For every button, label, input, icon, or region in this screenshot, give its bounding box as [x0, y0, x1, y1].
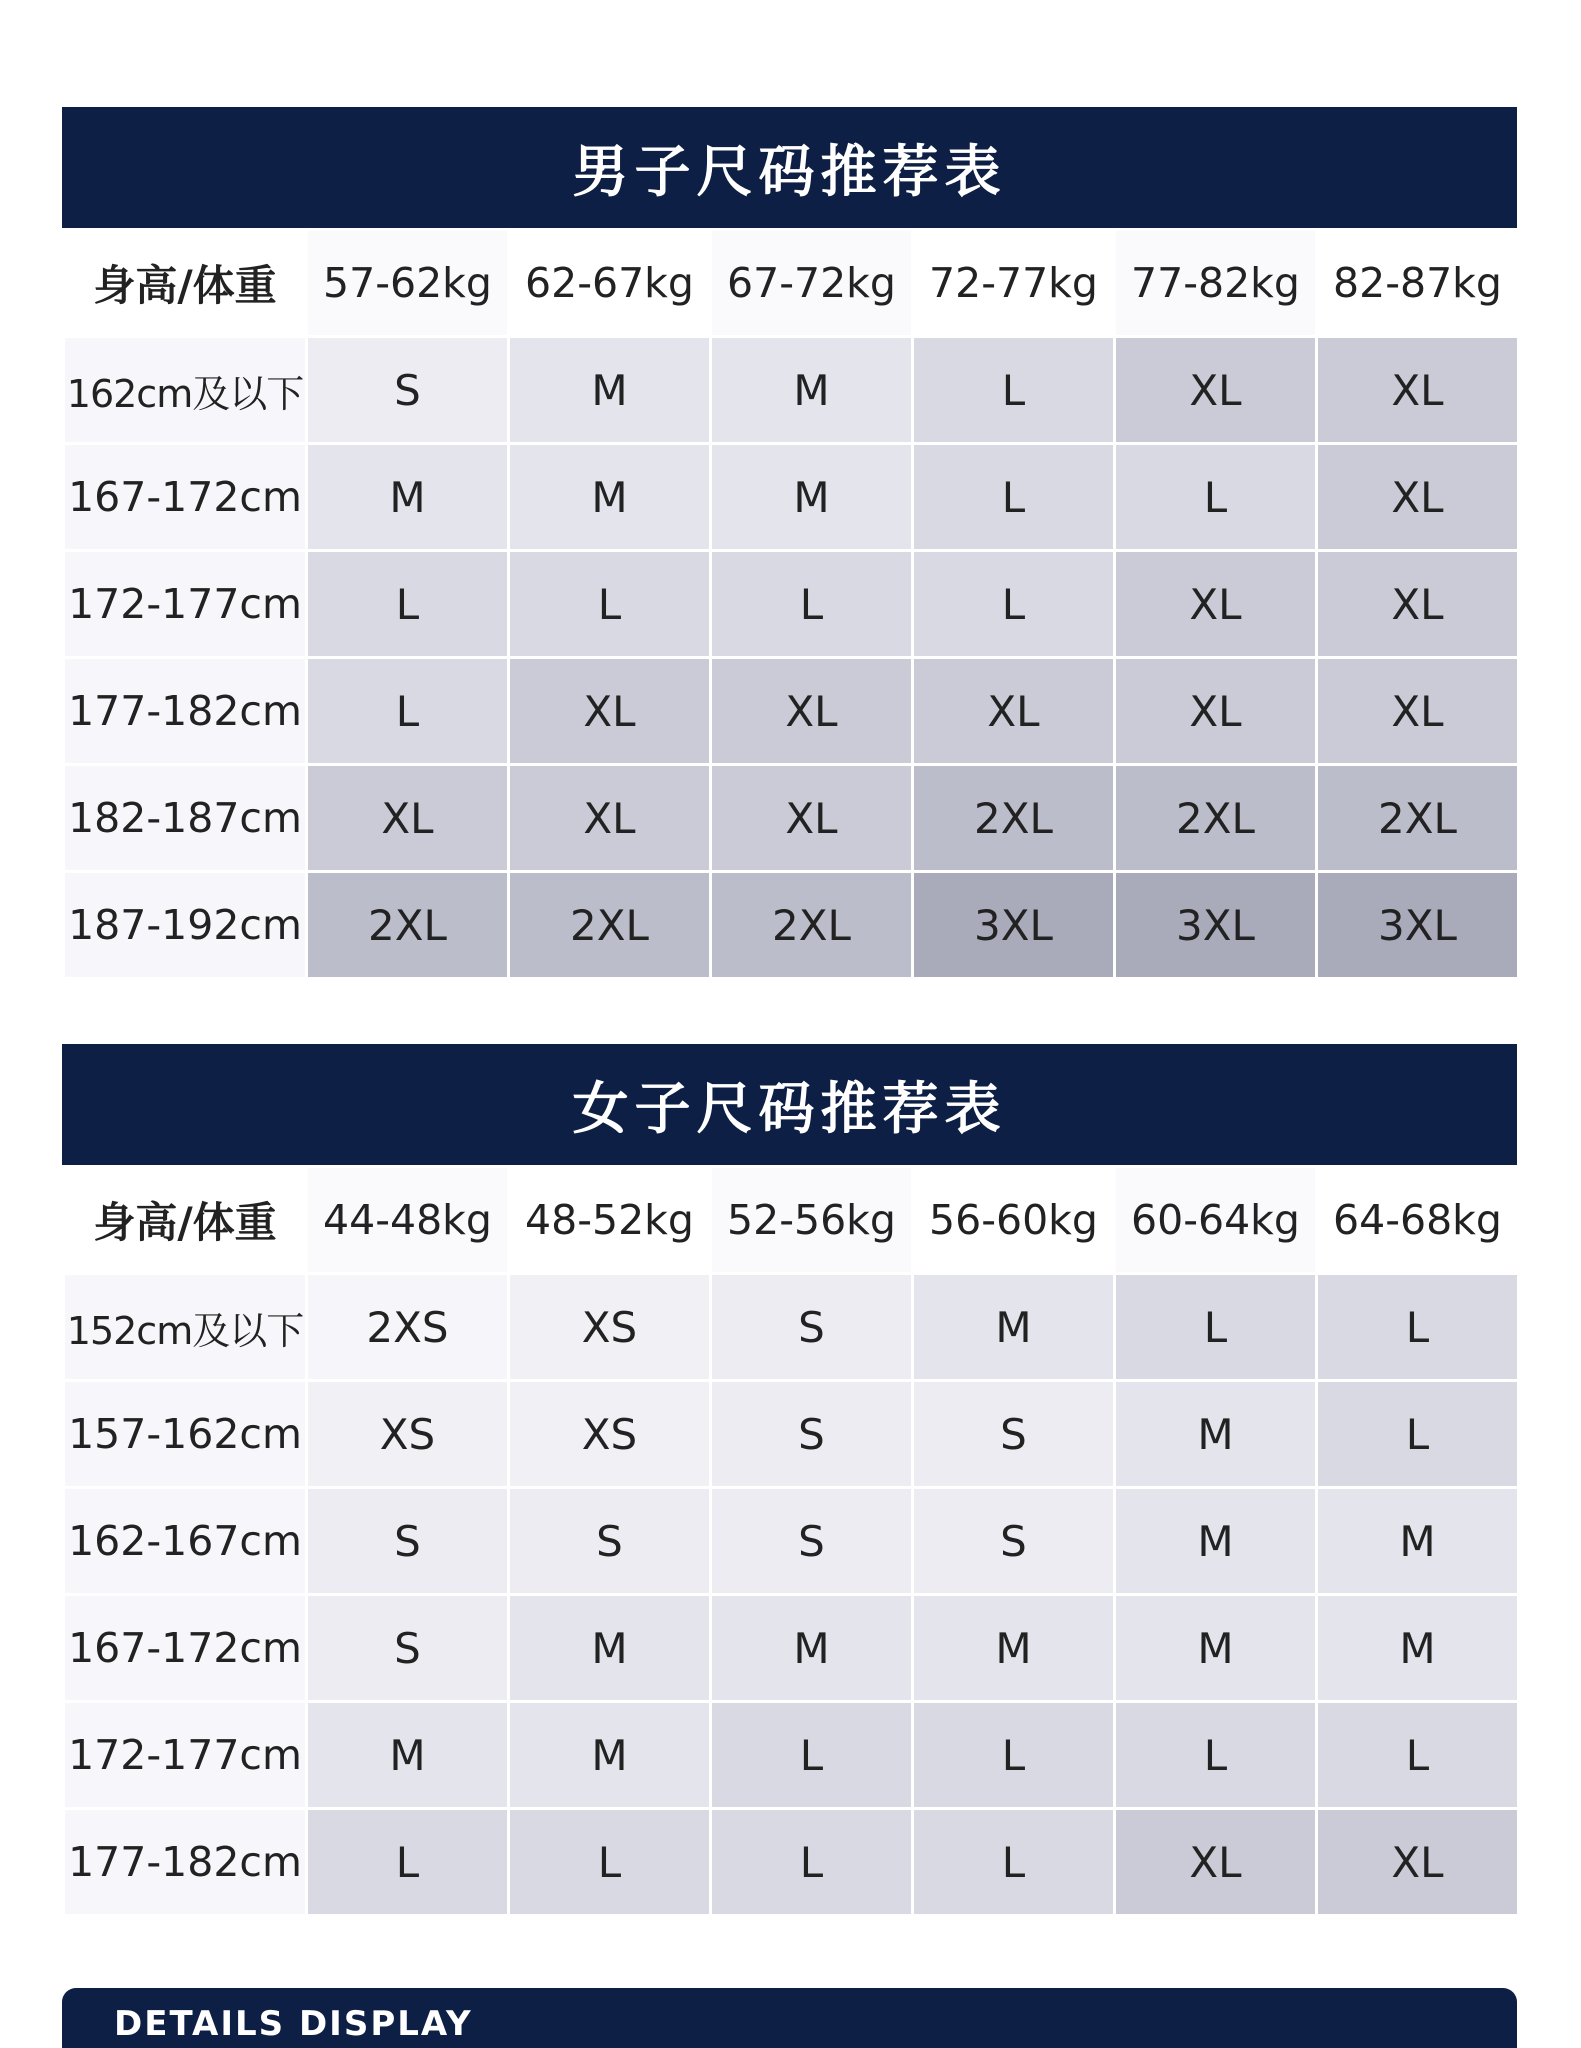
size-cell: S: [509, 1488, 711, 1595]
men-weight-header: 62-67kg: [509, 230, 711, 337]
table-row: [64, 1702, 1519, 1809]
table-row: [64, 551, 1519, 658]
table-row: [64, 872, 1519, 979]
size-cell: L: [1317, 1274, 1519, 1381]
size-cell: M: [1115, 1488, 1317, 1595]
size-cell: M: [1115, 1381, 1317, 1488]
size-cell: M: [509, 1595, 711, 1702]
size-cell: M: [913, 1274, 1115, 1381]
women-weight-header: 44-48kg: [307, 1167, 509, 1274]
table-row: [64, 1809, 1519, 1916]
size-cell: L: [307, 658, 509, 765]
size-cell: M: [711, 337, 913, 444]
size-cell: M: [711, 444, 913, 551]
table-row: [64, 444, 1519, 551]
size-cell: XL: [1317, 1809, 1519, 1916]
men-height-label: 162cm及以下: [64, 337, 307, 444]
size-cell: 2XL: [509, 872, 711, 979]
men-chart-title: 男子尺码推荐表: [62, 107, 1517, 228]
men-weight-header: 72-77kg: [913, 230, 1115, 337]
table-row: [64, 765, 1519, 872]
size-cell: 3XL: [1115, 872, 1317, 979]
women-weight-header: 56-60kg: [913, 1167, 1115, 1274]
women-weight-header: 48-52kg: [509, 1167, 711, 1274]
size-cell: L: [509, 1809, 711, 1916]
size-cell: XL: [711, 765, 913, 872]
size-cell: XL: [509, 765, 711, 872]
men-weight-header: 82-87kg: [1317, 230, 1519, 337]
size-cell: 2XS: [307, 1274, 509, 1381]
size-cell: L: [711, 1809, 913, 1916]
size-cell: 2XL: [913, 765, 1115, 872]
size-cell: S: [711, 1381, 913, 1488]
size-cell: 2XL: [711, 872, 913, 979]
size-cell: L: [711, 551, 913, 658]
size-cell: S: [711, 1488, 913, 1595]
size-cell: L: [1317, 1381, 1519, 1488]
size-cell: M: [307, 1702, 509, 1809]
men-height-label: 167-172cm: [64, 444, 307, 551]
size-cell: L: [913, 444, 1115, 551]
size-cell: XL: [509, 658, 711, 765]
size-cell: L: [1115, 1702, 1317, 1809]
size-cell: XL: [913, 658, 1115, 765]
size-cell: XS: [307, 1381, 509, 1488]
size-cell: S: [307, 337, 509, 444]
details-display-header: [62, 1988, 1517, 2048]
size-cell: 3XL: [1317, 872, 1519, 979]
size-cell: XL: [711, 658, 913, 765]
size-cell: M: [509, 444, 711, 551]
men-height-label: 177-182cm: [64, 658, 307, 765]
women-weight-header: 64-68kg: [1317, 1167, 1519, 1274]
details-display-label: DETAILS DISPLAY: [114, 2004, 473, 2044]
women-header-row: [64, 1167, 1519, 1274]
size-cell: L: [913, 337, 1115, 444]
size-cell: M: [1115, 1595, 1317, 1702]
women-height-label: 152cm及以下: [64, 1274, 307, 1381]
size-cell: XL: [1317, 337, 1519, 444]
size-cell: XL: [1317, 444, 1519, 551]
size-cell: L: [1115, 1274, 1317, 1381]
men-weight-header: 57-62kg: [307, 230, 509, 337]
men-corner-label: 身高/体重: [64, 230, 307, 337]
size-cell: L: [307, 1809, 509, 1916]
size-cell: 2XL: [1317, 765, 1519, 872]
men-size-table: [62, 228, 1520, 980]
size-cell: XS: [509, 1381, 711, 1488]
size-cell: M: [711, 1595, 913, 1702]
table-row: [64, 1274, 1519, 1381]
size-cell: S: [913, 1381, 1115, 1488]
table-row: [64, 337, 1519, 444]
size-cell: L: [1317, 1702, 1519, 1809]
size-cell: XL: [1317, 658, 1519, 765]
size-cell: M: [307, 444, 509, 551]
table-row: [64, 1488, 1519, 1595]
size-cell: 2XL: [1115, 765, 1317, 872]
table-row: [64, 1381, 1519, 1488]
size-cell: L: [711, 1702, 913, 1809]
men-weight-header: 77-82kg: [1115, 230, 1317, 337]
size-cell: XL: [307, 765, 509, 872]
size-cell: M: [1317, 1595, 1519, 1702]
size-cell: M: [913, 1595, 1115, 1702]
women-weight-header: 60-64kg: [1115, 1167, 1317, 1274]
women-height-label: 177-182cm: [64, 1809, 307, 1916]
size-cell: L: [1115, 444, 1317, 551]
size-cell: M: [509, 1702, 711, 1809]
men-height-label: 172-177cm: [64, 551, 307, 658]
size-cell: L: [913, 1809, 1115, 1916]
size-cell: 2XL: [307, 872, 509, 979]
women-size-chart: [62, 1044, 1517, 1917]
size-cell: M: [509, 337, 711, 444]
men-height-label: 187-192cm: [64, 872, 307, 979]
size-cell: XS: [509, 1274, 711, 1381]
size-cell: S: [711, 1274, 913, 1381]
women-height-label: 167-172cm: [64, 1595, 307, 1702]
women-height-label: 172-177cm: [64, 1702, 307, 1809]
women-chart-title: 女子尺码推荐表: [62, 1044, 1517, 1165]
size-cell: L: [509, 551, 711, 658]
women-size-table: [62, 1165, 1520, 1917]
women-weight-header: 52-56kg: [711, 1167, 913, 1274]
table-row: [64, 1595, 1519, 1702]
women-height-label: 157-162cm: [64, 1381, 307, 1488]
size-cell: M: [1317, 1488, 1519, 1595]
size-cell: XL: [1317, 551, 1519, 658]
size-cell: XL: [1115, 337, 1317, 444]
table-row: [64, 658, 1519, 765]
size-cell: 3XL: [913, 872, 1115, 979]
size-cell: XL: [1115, 1809, 1317, 1916]
size-cell: L: [307, 551, 509, 658]
size-cell: XL: [1115, 551, 1317, 658]
size-cell: XL: [1115, 658, 1317, 765]
men-header-row: [64, 230, 1519, 337]
women-height-label: 162-167cm: [64, 1488, 307, 1595]
men-height-label: 182-187cm: [64, 765, 307, 872]
size-cell: S: [307, 1488, 509, 1595]
size-cell: L: [913, 551, 1115, 658]
size-cell: S: [307, 1595, 509, 1702]
size-cell: S: [913, 1488, 1115, 1595]
men-size-chart: [62, 107, 1517, 980]
men-weight-header: 67-72kg: [711, 230, 913, 337]
women-corner-label: 身高/体重: [64, 1167, 307, 1274]
size-cell: L: [913, 1702, 1115, 1809]
